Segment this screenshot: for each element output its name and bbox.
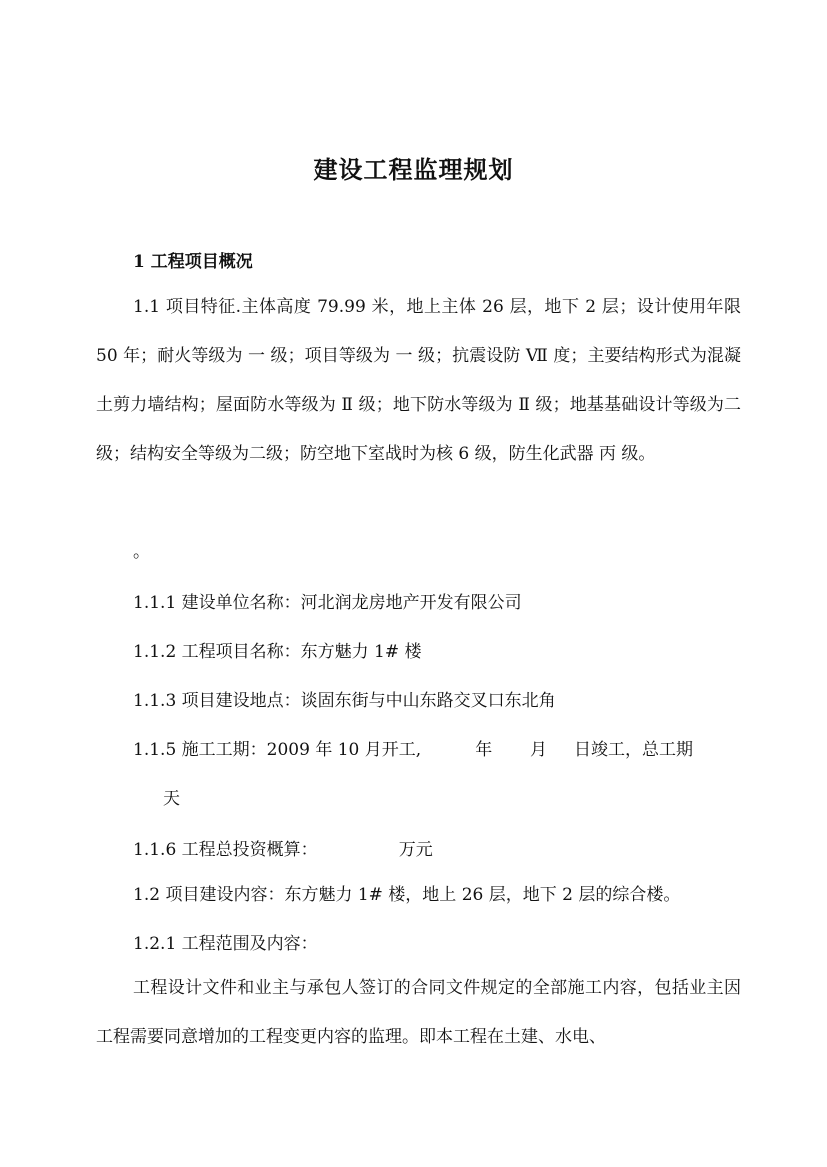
line-project-location: 1.1.3 项目建设地点：谈固东街与中山东路交叉口东北角: [133, 691, 556, 711]
line-project-name: 1.1.2 工程项目名称：东方魅力 1# 楼: [133, 642, 422, 662]
line-construction-content: 1.2 项目建设内容：东方魅力 1# 楼，地上 26 层，地下 2 层的综合楼。: [133, 885, 681, 905]
section-heading: 1 工程项目概况: [133, 252, 253, 272]
line-scope-heading: 1.2.1 工程范围及内容：: [133, 934, 318, 954]
line-client-name: 1.1.1 建设单位名称：河北润龙房地产开发有限公司: [133, 593, 522, 613]
paragraph-project-features: 1.1 项目特征.主体高度 79.99 米，地上主体 26 层，地下 2 层；设计使用年限 50 年；耐火等级为 一 级；项目等级为 一 级；抗震设防 Ⅶ 度；主要结构形式为混凝土剪力墙结构；屋面防水等级为 Ⅱ 级；地下防水等级为 Ⅱ 级；地基基础设计等级为二级；结构安全等级为二级；防空地下室战时为核 6 级，防生化武器 丙 级。: [96, 297, 741, 464]
line-total-investment: 1.1.6 工程总投资概算： 万元: [133, 840, 433, 860]
line-construction-period: 1.1.5 施工工期：2009 年 10 月开工, 年 月 日竣工，总工期: [133, 740, 694, 760]
line-construction-period-cont: 天: [163, 789, 180, 809]
document-title: 建设工程监理规划: [313, 155, 514, 184]
stray-punctuation: 。: [133, 542, 150, 562]
paragraph-scope: 工程设计文件和业主与承包人签订的合同文件规定的全部施工内容，包括业主因工程需要同意增加的工程变更内容的监理。即本工程在土建、水电、: [96, 978, 741, 1047]
